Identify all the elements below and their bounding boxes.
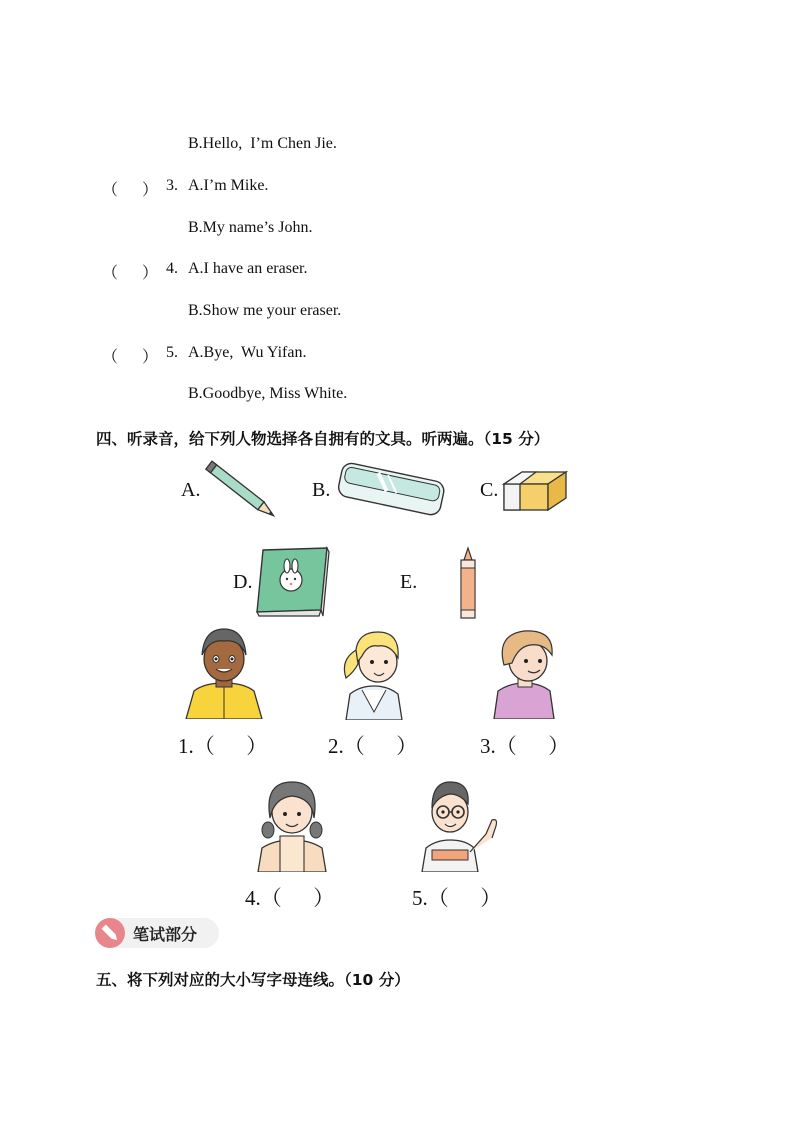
- eraser-icon: [500, 464, 570, 516]
- answer-blank-3[interactable]: [102, 177, 162, 200]
- written-section-label: 笔试部分: [133, 925, 198, 944]
- line-a-eraser: A.I have an eraser.: [188, 260, 308, 277]
- line-a-mike: A.I’m Mike.: [188, 177, 269, 194]
- answer-blank-4[interactable]: [102, 260, 162, 283]
- answer-slot-5[interactable]: 5.（ ）: [412, 886, 502, 910]
- section-4-title: 四、听录音，给下列人物选择各自拥有的文具。听两遍。（15 分）: [96, 430, 550, 448]
- paren-open: （: [102, 182, 119, 199]
- answer-slot-4[interactable]: 4.（ ）: [245, 886, 335, 910]
- option-a-letter: A.: [181, 479, 201, 501]
- paren-close: ）: [142, 265, 159, 282]
- answer-slot-2[interactable]: 2.（ ）: [328, 734, 418, 758]
- paren-close: ）: [142, 349, 159, 366]
- paren-close: ）: [142, 182, 159, 199]
- girl-scarf-icon: [256, 778, 328, 872]
- line-a-bye: A.Bye, Wu Yifan.: [188, 344, 307, 361]
- answer-slot-3[interactable]: 3.（ ）: [480, 734, 570, 758]
- written-section-badge: [95, 918, 219, 948]
- line-b-john: B.My name’s John.: [188, 219, 313, 236]
- girl-blonde-icon: [332, 628, 416, 720]
- book-icon: [255, 546, 331, 618]
- pencil-case-icon: [333, 458, 449, 522]
- question-number-5: 5.: [166, 344, 178, 361]
- line-b-show-eraser: B.Show me your eraser.: [188, 302, 342, 319]
- boy-curly-hair-icon: [490, 625, 562, 719]
- question-number-3: 3.: [166, 177, 178, 194]
- pencil-badge-icon: [95, 918, 125, 948]
- line-b-chen-jie: B.Hello, I’m Chen Jie.: [188, 135, 337, 152]
- boy-yellow-jacket-icon: [182, 625, 266, 719]
- paren-open: （: [102, 349, 119, 366]
- line-b-goodbye: B.Goodbye, Miss White.: [188, 385, 348, 402]
- option-c-letter: C.: [480, 479, 499, 501]
- crayon-icon: [456, 546, 480, 620]
- section-5-title: 五、将下列对应的大小写字母连线。（10 分）: [96, 971, 410, 989]
- option-e-letter: E.: [400, 571, 418, 593]
- answer-blank-5[interactable]: [102, 344, 162, 367]
- boy-glasses-icon: [420, 778, 500, 872]
- option-d-letter: D.: [233, 571, 253, 593]
- option-b-letter: B.: [312, 479, 331, 501]
- paren-open: （: [102, 265, 119, 282]
- question-number-4: 4.: [166, 260, 178, 277]
- pencil-icon: [200, 456, 284, 526]
- answer-slot-1[interactable]: 1.（ ）: [178, 734, 268, 758]
